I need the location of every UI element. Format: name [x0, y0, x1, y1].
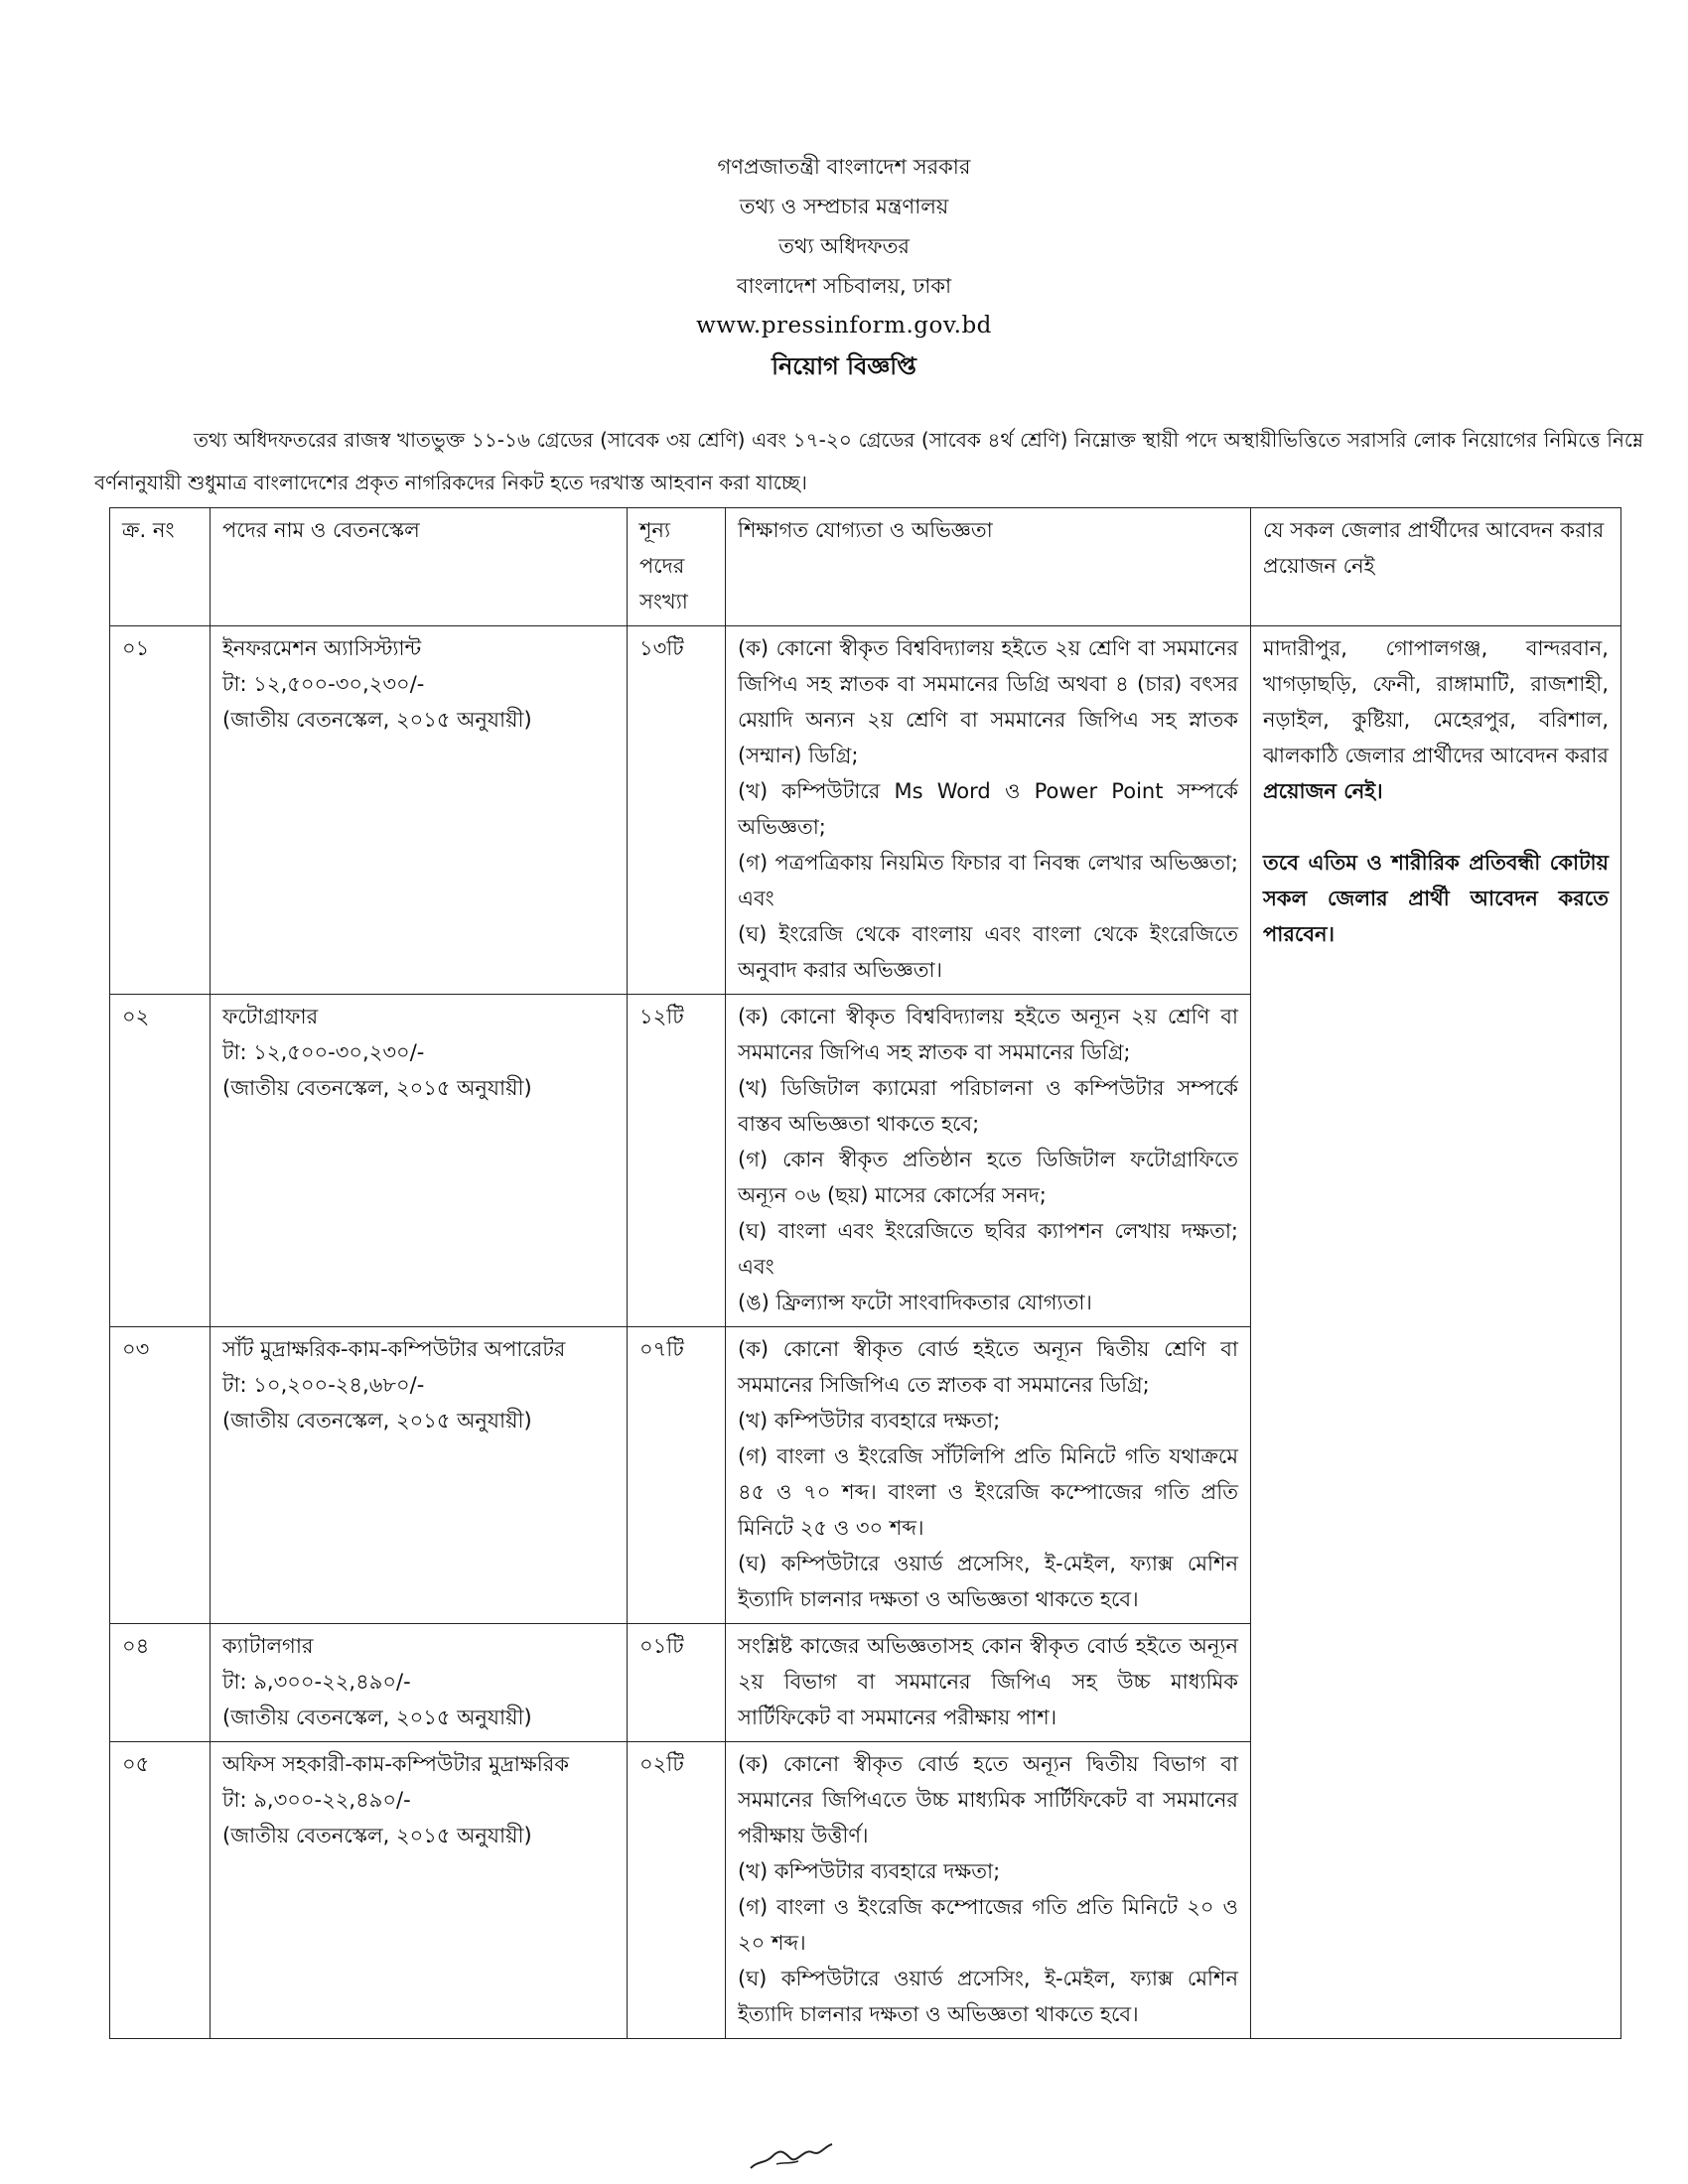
pay-scale: টা: ৯,৩০০-২২,৪৯০/- — [222, 1670, 411, 1694]
ministry-name: তথ্য ও সম্প্রচার মন্ত্রণালয় — [739, 195, 949, 218]
excluded-districts-emphasis: প্রয়োজন নেই। — [1263, 779, 1383, 803]
qualification-cell — [726, 995, 1251, 1327]
qualification-cell — [726, 1742, 1251, 2039]
intro-paragraph: তথ্য অধিদফতরের রাজস্ব খাতভুক্ত ১১-১৬ গ্রেডের (সাবেক ৩য় শ্রেণি) এবং ১৭-২০ গ্রেডের (সাবেক ৪র্থ শ্রেণি) নিম্নোক্ত স্থায়ী পদে অস্থায়ীভিত্তিতে সরাসরি লোক নিয়োগের নিমিত্তে নিম্নে বর্ণনানুযায়ী শুধুমাত্র বাংলাদেশের প্রকৃত নাগরিকদের নিকট হতে দরখাস্ত আহবান করা যাচ্ছে। — [94, 428, 1643, 494]
qualification-item: (খ) কম্পিউটার ব্যবহারে দক্ষতা; — [738, 1409, 1001, 1433]
qualification-item: (খ) কম্পিউটার ব্যবহারে দক্ষতা; — [738, 1859, 1001, 1883]
pay-scale-note: (জাতীয় বেতনস্কেল, ২০১৫ অনুযায়ী) — [222, 1824, 532, 1847]
header-districts: যে সকল জেলার প্রার্থীদের আবেদন করার প্রয়োজন নেই — [1251, 508, 1621, 626]
qualification-item: (ঘ) কম্পিউটারে ওয়ার্ড প্রসেসিং, ই-মেইল, ফ্যাক্স মেশিন ইত্যাদি চালনার দক্ষতা ও অভিজ্ঞতা থাকতে হবে। — [738, 1967, 1238, 2026]
serial-cell: ০৪ — [110, 1624, 211, 1742]
qualification-item: (ঙ) ফ্রিল্যান্স ফটো সাংবাদিকতার যোগ্যতা। — [738, 1291, 1092, 1314]
qualification-cell — [726, 1624, 1251, 1742]
vacancy-cell: ০২টি — [628, 1742, 726, 2039]
office-address: বাংলাদেশ সচিবালয়, ঢাকা — [736, 274, 952, 298]
government-name: গণপ্রজাতন্ত্রী বাংলাদেশ সরকার — [717, 155, 971, 179]
vacancy-cell: ০৭টি — [628, 1327, 726, 1624]
pay-scale-note: (জাতীয় বেতনস্কেল, ২০১৫ অনুযায়ী) — [222, 1409, 532, 1433]
qualification-item: (ঘ) কম্পিউটারে ওয়ার্ড প্রসেসিং, ই-মেইল, ফ্যাক্স মেশিন ইত্যাদি চালনার দক্ষতা ও অভিজ্ঞতা থাকতে হবে। — [738, 1552, 1238, 1611]
pay-scale-note: (জাতীয় বেতনস্কেল, ২০১৫ অনুযায়ী) — [222, 708, 532, 732]
qualification-item: সংশ্লিষ্ট কাজের অভিজ্ঞতাসহ কোন স্বীকৃত বোর্ড হইতে অন্যূন ২য় বিভাগ বা সমমানের জিপিএ সহ উচ্চ মাধ্যমিক সার্টিফিকেট বা সমমানের পরীক্ষায় পাশ। — [738, 1634, 1238, 1729]
vacancy-cell: ১২টি — [628, 995, 726, 1327]
districts-cell — [1251, 626, 1621, 2039]
qualification-item: (ক) কোনো স্বীকৃত বোর্ড হতে অন্যূন দ্বিতীয় বিভাগ বা সমমানের জিপিএতে উচ্চ মাধ্যমিক সার্টিফিকেট বা সমমানের পরীক্ষায় উত্তীর্ণ। — [738, 1752, 1238, 1847]
qualification-item: (গ) বাংলা ও ইংরেজি সাঁটলিপি প্রতি মিনিটে গতি যথাক্রমে ৪৫ ও ৭০ শব্দ। বাংলা ও ইংরেজি কম্পোজের গতি প্রতি মিনিটে ২৫ ও ৩০ শব্দ। — [738, 1444, 1238, 1540]
post-cell — [211, 1624, 628, 1742]
serial-cell: ০৫ — [110, 1742, 211, 2039]
qualification-item: (ঘ) বাংলা এবং ইংরেজিতে ছবির ক্যাপশন লেখায় দক্ষতা; এবং — [738, 1219, 1238, 1279]
pay-scale-note: (জাতীয় বেতনস্কেল, ২০১৫ অনুযায়ী) — [222, 1706, 532, 1729]
post-title: সাঁট মুদ্রাক্ষরিক-কাম-কম্পিউটার অপারেটর — [222, 1337, 566, 1361]
header-vacancy: শূন্য পদের সংখ্যা — [628, 508, 726, 626]
post-cell — [211, 1742, 628, 2039]
vacancy-cell: ১৩টি — [628, 626, 726, 995]
header-post: পদের নাম ও বেতনস্কেল — [211, 508, 628, 626]
qualification-cell — [726, 626, 1251, 995]
pay-scale: টা: ১২,৫০০-৩০,২৩০/- — [222, 672, 425, 696]
website-url[interactable]: www.pressinform.gov.bd — [696, 313, 992, 339]
qualification-item: (খ) ডিজিটাল ক্যামেরা পরিচালনা ও কম্পিউটার সম্পর্কে বাস্তব অভিজ্ঞতা থাকতে হবে; — [738, 1076, 1238, 1136]
qualification-item: (খ) কম্পিউটারে Ms Word ও Power Point সম্পর্কে অভিজ্ঞতা; — [738, 779, 1238, 839]
post-title: ফটোগ্রাফার — [222, 1005, 319, 1028]
post-title: ইনফরমেশন অ্যাসিস্ট্যান্ট — [222, 636, 422, 660]
pay-scale: টা: ৯,৩০০-২২,৪৯০/- — [222, 1788, 411, 1812]
notice-header — [0, 147, 1688, 387]
post-cell — [211, 626, 628, 995]
table-header-row — [110, 508, 1621, 626]
qualification-item: (ক) কোনো স্বীকৃত বিশ্ববিদ্যালয় হইতে ২য় শ্রেণি বা সমমানের জিপিএ সহ স্নাতক বা সমমানের ডিগ্রি অথবা ৪ (চার) বৎসর মেয়াদি অন্যন ২য় শ্রেণি বা সমমানের জিপিএ সহ স্নাতক (সম্মান) ডিগ্রি; — [738, 636, 1238, 767]
pay-scale: টা: ১০,২০০-২৪,৬৮০/- — [222, 1373, 425, 1397]
qualification-item: (গ) পত্রপত্রিকায় নিয়মিত ফিচার বা নিবন্ধ লেখার অভিজ্ঞতা; এবং — [738, 851, 1238, 910]
department-name: তথ্য অধিদফতর — [778, 234, 910, 258]
header-qualification: শিক্ষাগত যোগ্যতা ও অভিজ্ঞতা — [726, 508, 1251, 626]
serial-cell: ০৩ — [110, 1327, 211, 1624]
table-row — [110, 626, 1621, 995]
quota-exception-note: তবে এতিম ও শারীরিক প্রতিবন্ধী কোটায় সকল জেলার প্রার্থী আবেদন করতে পারবেন। — [1263, 851, 1609, 946]
signature-mark — [747, 2134, 836, 2174]
qualification-item: (গ) কোন স্বীকৃত প্রতিষ্ঠান হতে ডিজিটাল ফটোগ্রাফিতে অন্যূন ০৬ (ছয়) মাসের কোর্সের সনদ; — [738, 1148, 1238, 1207]
excluded-districts-list: মাদারীপুর, গোপালগঞ্জ, বান্দরবান, খাগড়াছড়ি, ফেনী, রাঙ্গামাটি, রাজশাহী, নড়াইল, কুষ্টিয়া, মেহেরপুর, বরিশাল, ঝালকাঠি জেলার প্রার্থীদের আবেদন করার — [1263, 636, 1609, 767]
post-title: ক্যাটালগার — [222, 1634, 314, 1658]
qualification-item: (ক) কোনো স্বীকৃত বোর্ড হইতে অন্যূন দ্বিতীয় শ্রেণি বা সমমানের সিজিপিএ তে স্নাতক বা সমমানের ডিগ্রি; — [738, 1337, 1238, 1397]
qualification-item: (ক) কোনো স্বীকৃত বিশ্ববিদ্যালয় হইতে অন্যূন ২য় শ্রেণি বা সমমানের জিপিএ সহ স্নাতক বা সমমানের ডিগ্রি; — [738, 1005, 1238, 1064]
post-title: অফিস সহকারী-কাম-কম্পিউটার মুদ্রাক্ষরিক — [222, 1752, 570, 1776]
header-serial: ক্র. নং — [110, 508, 211, 626]
qualification-item: (ঘ) ইংরেজি থেকে বাংলায় এবং বাংলা থেকে ইংরেজিতে অনুবাদ করার অভিজ্ঞতা। — [738, 922, 1238, 982]
vacancy-cell: ০১টি — [628, 1624, 726, 1742]
excluded-districts — [1263, 630, 1609, 809]
post-cell — [211, 1327, 628, 1624]
serial-cell: ০২ — [110, 995, 211, 1327]
qualification-item: (গ) বাংলা ও ইংরেজি কম্পোজের গতি প্রতি মিনিটে ২০ ও ২০ শব্দ। — [738, 1895, 1238, 1955]
notice-title: নিয়োগ বিজ্ঞপ্তি — [772, 352, 916, 380]
pay-scale-note: (জাতীয় বেতনস্কেল, ২০১৫ অনুযায়ী) — [222, 1076, 532, 1100]
pay-scale: টা: ১২,৫০০-৩০,২৩০/- — [222, 1040, 425, 1064]
vacancy-table — [109, 507, 1621, 2039]
post-cell — [211, 995, 628, 1327]
serial-cell: ০১ — [110, 626, 211, 995]
qualification-cell — [726, 1327, 1251, 1624]
